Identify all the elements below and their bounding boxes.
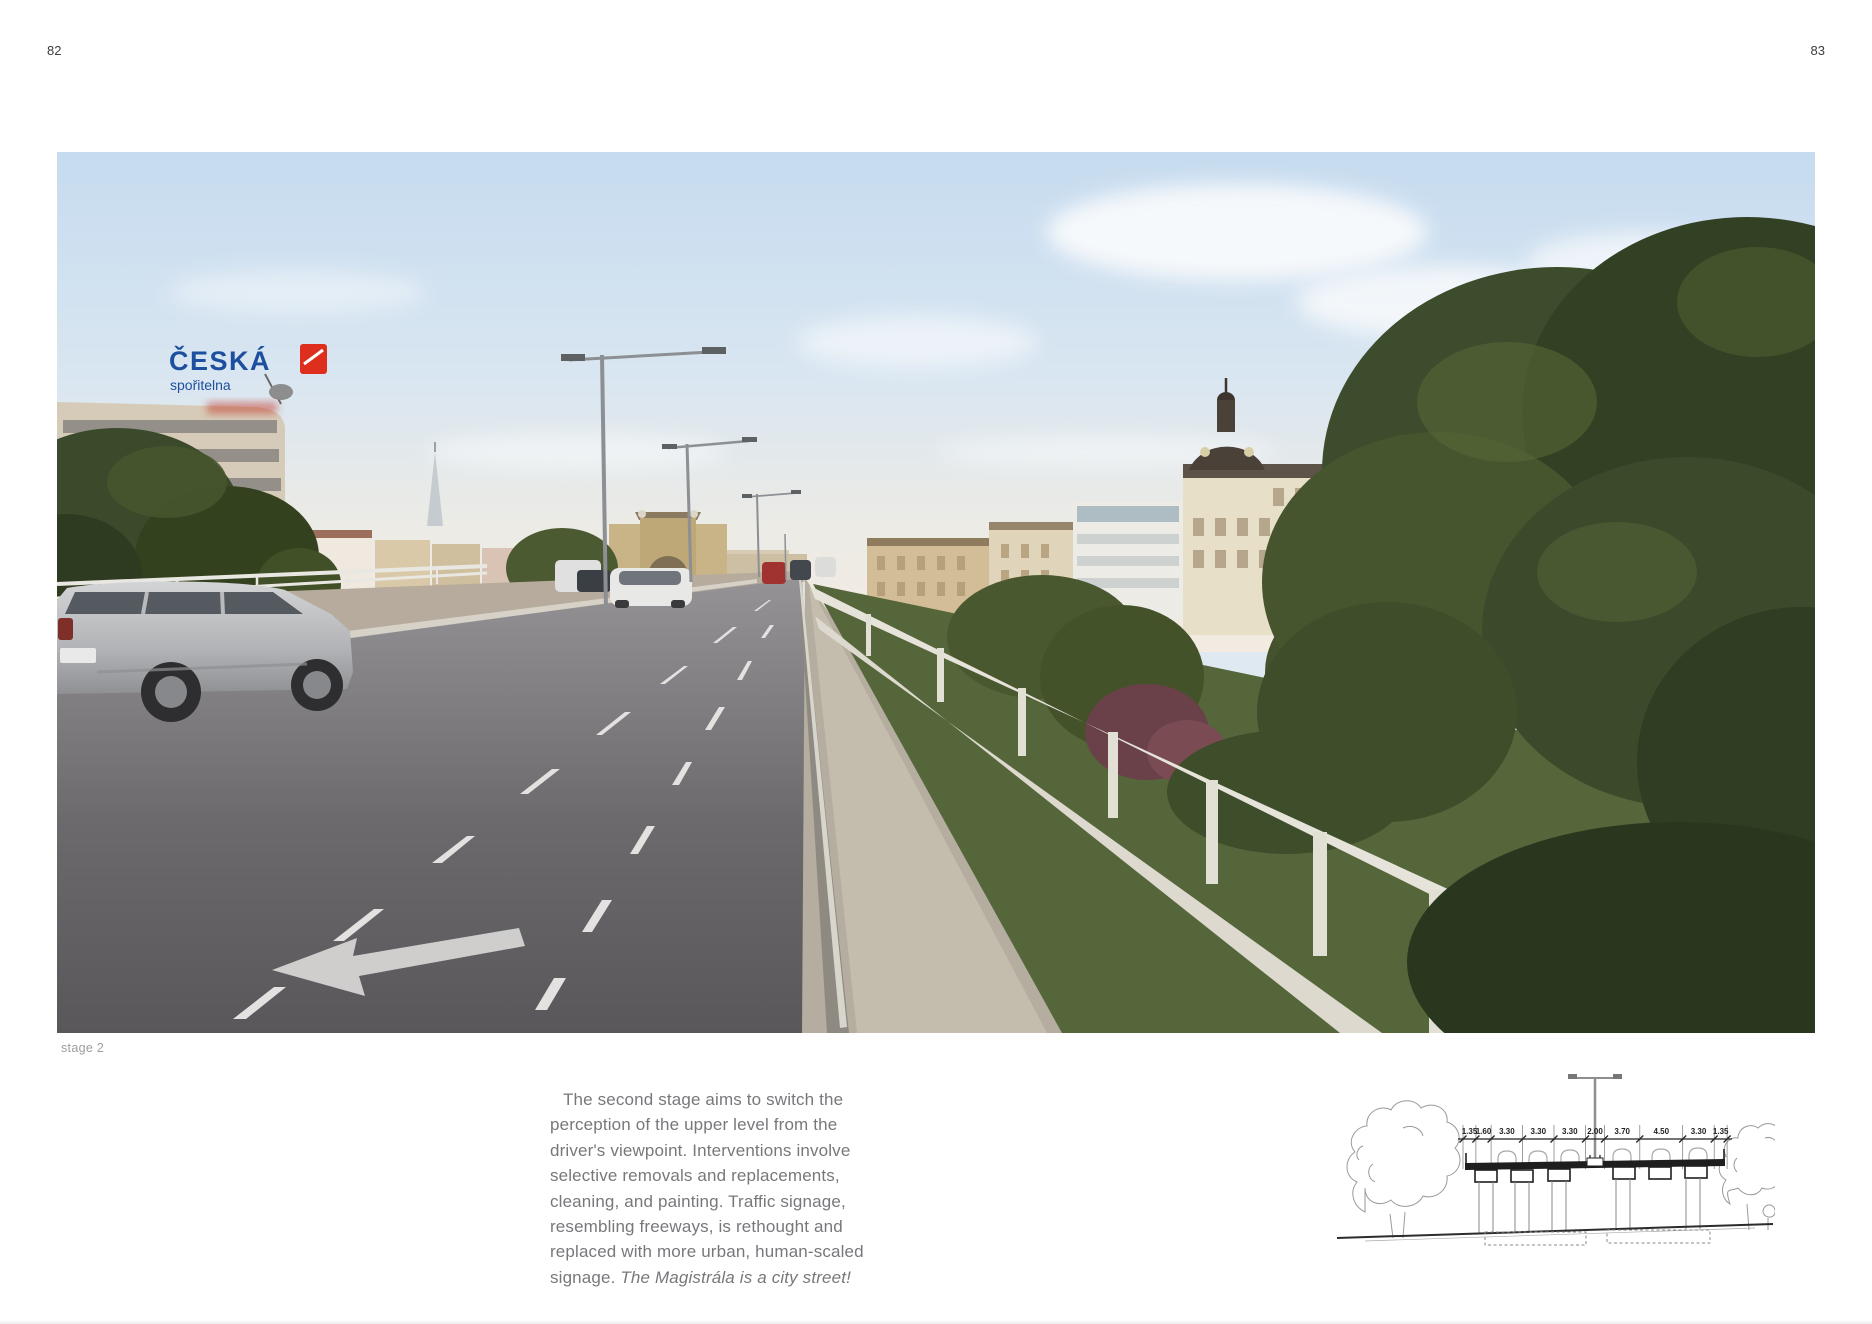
dim-label: 3.30 bbox=[1562, 1127, 1578, 1136]
page-number-right: 83 bbox=[1810, 43, 1825, 58]
page-number-left: 82 bbox=[47, 43, 62, 58]
paragraph-line: driver's viewpoint. Interventions involve bbox=[550, 1140, 851, 1160]
ceska-sign-subtitle: spořitelna bbox=[170, 377, 231, 393]
diagram-piers bbox=[1479, 1178, 1700, 1234]
cross-section-diagram bbox=[1335, 1062, 1775, 1312]
white-car bbox=[610, 568, 692, 608]
paragraph-line: selective removals and replacements, bbox=[550, 1166, 840, 1186]
paragraph-line-final bbox=[550, 1265, 894, 1290]
rooftop-antenna bbox=[269, 384, 293, 400]
paragraph-final-regular: signage. bbox=[550, 1267, 621, 1287]
photo-caption: stage 2 bbox=[61, 1041, 105, 1055]
page-bottom-edge bbox=[0, 1320, 1872, 1324]
diagram-tree-left bbox=[1347, 1101, 1460, 1238]
foundation-right bbox=[1607, 1230, 1710, 1243]
dim-label: 3.30 bbox=[1530, 1127, 1547, 1136]
dim-label: 3.30 bbox=[1499, 1127, 1515, 1136]
photo-scene bbox=[57, 152, 1815, 1033]
dim-label: 3.70 bbox=[1614, 1127, 1630, 1136]
magistrala-photo bbox=[57, 152, 1815, 1033]
paragraph-line: The second stage aims to switch the bbox=[563, 1090, 844, 1109]
diagram-lamp-mast bbox=[1568, 1074, 1622, 1162]
license-plate bbox=[60, 648, 96, 663]
taillight bbox=[58, 618, 73, 640]
dim-label: 1.60 bbox=[1475, 1127, 1492, 1136]
paragraph-final-italic: The Magistrála is a city street! bbox=[620, 1267, 851, 1287]
paragraph-line: replaced with more urban, human-scaled bbox=[550, 1242, 864, 1262]
dim-label: 1.35 bbox=[1712, 1127, 1729, 1136]
paragraph-line: perception of the upper level from the bbox=[550, 1115, 838, 1135]
paragraph-line: cleaning, and painting. Traffic signage, bbox=[550, 1191, 846, 1211]
body-paragraph bbox=[550, 1087, 894, 1290]
dim-label: 2.00 bbox=[1587, 1127, 1603, 1136]
dim-label: 4.50 bbox=[1653, 1127, 1670, 1136]
dim-label: 1.35 bbox=[1461, 1127, 1478, 1136]
ceska-sign-title: ČESKÁ bbox=[169, 346, 272, 376]
ceska-logo bbox=[300, 344, 327, 374]
paragraph-line: resembling freeways, is rethought and bbox=[550, 1217, 843, 1237]
dim-label: 3.30 bbox=[1690, 1127, 1707, 1136]
diagram-ground bbox=[1337, 1224, 1773, 1245]
